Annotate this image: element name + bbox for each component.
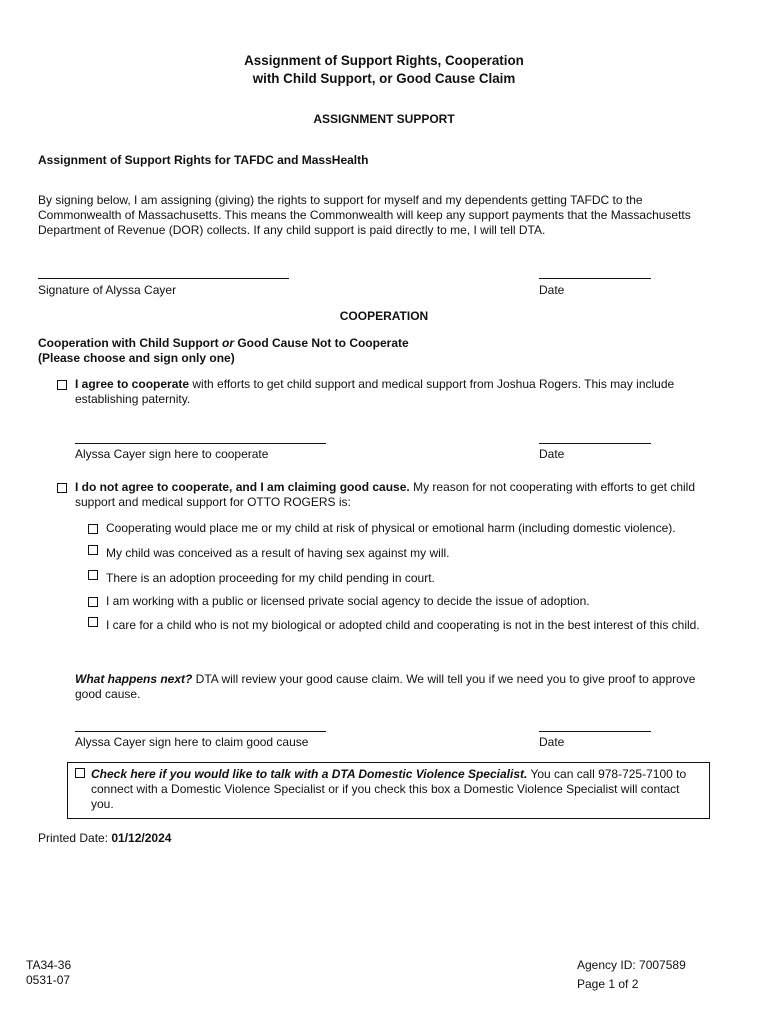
page-title-line-2: with Child Support, or Good Cause Claim [252,71,516,86]
form-revision: 0531-07 [26,973,71,987]
cooperate-signature-label: Alyssa Cayer sign here to cooperate [75,447,269,461]
reason-checkbox-conceived[interactable] [88,545,98,555]
cooperation-subheading: Cooperation with Child Support or Good Cause Not to Cooperate [38,336,409,350]
good-cause-signature-line[interactable] [75,731,326,732]
agree-to-cooperate-text: I agree to cooperate with efforts to get child support and medical support from Joshua Rogers. This may include establishing paternity. [75,377,675,406]
what-happens-next: What happens next? DTA will review your good cause claim. We will tell you if we need you to give proof to approve good cause. [75,672,696,701]
printed-date: Printed Date: 01/12/2024 [38,831,172,845]
good-cause-signature-label: Alyssa Cayer sign here to claim good cause [75,735,309,749]
page-number: Page 1 of 2 [577,977,639,991]
domestic-violence-text: Check here if you would like to talk with a DTA Domestic Violence Specialist. You can call 978-725-7100 to connect with a Domestic Violence Specialist or if you check this box a Domestic Violence Specialist will contact you. [91,767,687,811]
claim-good-cause-checkbox[interactable] [57,483,67,493]
reason-checkbox-not-my-child[interactable] [88,617,98,627]
reason-text-not-my-child: I care for a child who is not my biological or adopted child and cooperating is not in the best interest of this child. [106,618,700,632]
good-cause-date-label: Date [539,735,565,749]
form-number: TA34-36 [26,958,72,972]
assignment-date-label: Date [539,283,565,297]
cooperation-subheading-line-2: (Please choose and sign only one) [38,351,235,365]
assignment-date-line[interactable] [539,278,651,279]
assignment-subheading: Assignment of Support Rights for TAFDC and MassHealth [38,153,369,167]
cooperation-heading: COOPERATION [339,309,429,323]
domestic-violence-checkbox[interactable] [75,768,85,778]
reason-text-adoption-agency: I am working with a public or licensed private social agency to decide the issue of adoption. [106,594,590,608]
agree-to-cooperate-checkbox[interactable] [57,380,67,390]
claim-good-cause-text: I do not agree to cooperate, and I am claiming good cause. My reason for not cooperating with efforts to get child support and medical support for OTTO ROGERS is: [75,480,695,509]
reason-text-adoption-court: There is an adoption proceeding for my child pending in court. [106,571,435,585]
reason-text-conceived: My child was conceived as a result of having sex against my will. [106,546,450,560]
page-title-line-1: Assignment of Support Rights, Cooperation [244,53,524,68]
reason-text-harm: Cooperating would place me or my child at risk of physical or emotional harm (including domestic violence). [106,521,676,535]
cooperate-date-line[interactable] [539,443,651,444]
reason-checkbox-adoption-agency[interactable] [88,597,98,607]
assignment-signature-line[interactable] [38,278,289,279]
assignment-body: By signing below, I am assigning (giving) the rights to support for myself and my dependents getting TAFDC to the Commonwealth of Massachusetts. This means the Commonwealth will keep any support payments that the Massachusetts Department of Revenue (DOR) collects. If any child support is paid directly to me, I will tell DTA. [38,193,691,237]
assignment-signature-label: Signature of Alyssa Cayer [38,283,177,297]
reason-checkbox-harm[interactable] [88,524,98,534]
assignment-heading: ASSIGNMENT SUPPORT [313,112,455,126]
cooperate-signature-line[interactable] [75,443,326,444]
reason-checkbox-adoption-court[interactable] [88,570,98,580]
agency-id: Agency ID: 7007589 [577,958,686,972]
cooperate-date-label: Date [539,447,565,461]
good-cause-date-line[interactable] [539,731,651,732]
